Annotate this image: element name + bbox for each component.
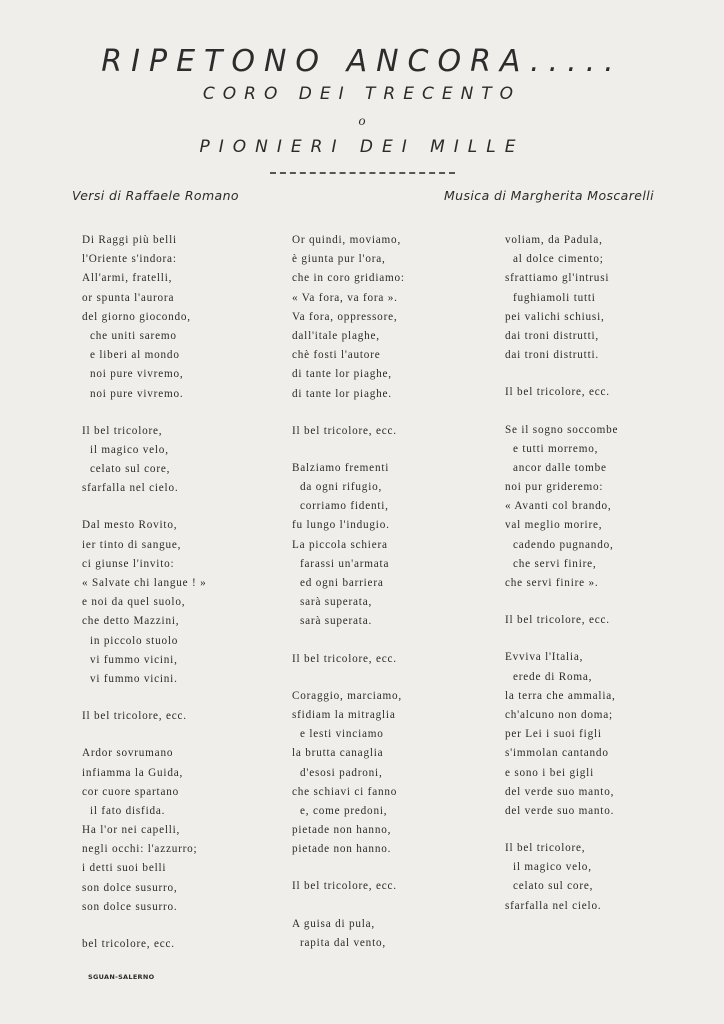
verse-line: farassi un'armata [300,557,390,570]
verse-line: rapita dal vento, [300,936,386,949]
verse-line: Il bel tricolore, [82,424,163,437]
stanza [505,611,618,630]
stanza [292,650,405,669]
printer-mark: SGUAN-SALERNO [88,973,155,981]
verse-line: « Va fora, va fora ». [292,291,398,304]
verse-line: ier tinto di sangue, [82,538,182,551]
verse-line: vi fummo vicini, [90,653,178,666]
verse-line: è giunta pur l'ora, [292,253,386,266]
verse-line: e tutti morremo, [513,442,599,455]
verse-line: dai troni distrutti. [505,349,599,362]
verse-line: per Lei i suoi figli [505,728,602,741]
stanza [82,935,207,954]
verse-line: son dolce susurro. [82,900,178,913]
verse-line: sarà superata. [300,615,373,628]
verse-line: La piccola schiera [292,538,388,551]
verse-line: celato sul core, [90,463,171,476]
verse-line: l'Oriente s'indora: [82,253,177,266]
verse-line: e noi da quel suolo, [82,596,186,609]
title-conjunction: o [358,114,366,129]
verse-line: Ha l'or nei capelli, [82,824,181,837]
verse-line: che in coro gridiamo: [292,272,405,285]
stanza [82,744,207,917]
verse-line: dai troni distrutti, [505,329,599,342]
verse-line: Il bel tricolore, ecc. [82,710,187,723]
verse-line: A guisa di pula, [292,917,376,930]
stanza [82,422,207,499]
verse-line: e, come predoni, [300,804,388,817]
stanza [292,231,405,404]
stanza [505,421,618,594]
verse-line: in piccolo stuolo [90,634,179,647]
verse-line: sarà superata, [300,596,373,609]
verse-line: bel tricolore, ecc. [82,938,175,950]
stanza [292,422,405,441]
verse-line: ch'alcuno non doma; [505,708,613,721]
verse-line: Il bel tricolore, [505,842,586,855]
verse-line: Ardor sovrumano [82,747,174,760]
verse-line: Il bel tricolore, ecc. [292,652,397,665]
verse-line: infiamma la Guida, [82,766,184,779]
verse-line: vi fummo vicini. [90,672,178,685]
verse-line: Se il sogno soccombe [505,423,619,436]
verse-line: che uniti saremo [90,329,177,342]
music-credit: Musica di Margherita Moscarelli [444,188,654,203]
verse-line: noi pure vivremo. [90,387,184,400]
verse-line: Va fora, oppressore, [292,310,398,323]
poem-column-3 [505,231,618,934]
verse-line: del giorno giocondo, [82,310,191,323]
verse-line: dall'itale plaghe, [292,329,380,342]
verse-line: pietade non hanno, [292,824,392,837]
stanza [292,459,405,632]
verse-line: Or quindi, moviamo, [292,234,402,246]
verse-line: che schiavi ci fanno [292,785,398,798]
verse-line: al dolce cimento; [513,253,604,266]
lyrics-credit: Versi di Raffaele Romano [72,188,239,203]
verse-line: Il bel tricolore, ecc. [505,614,610,627]
verse-line: ed ogni barriera [300,577,384,589]
poem-column-2 [292,231,405,971]
verse-line: che servi finire, [513,557,597,570]
verse-line: cor cuore spartano [82,785,180,798]
verse-line: i detti suoi belli [82,862,167,875]
stanza [292,687,405,860]
verse-line: « Salvate chi langue ! » [82,577,207,589]
page-subtitle-alternate: PIONIERI DEI MILLE [199,137,525,157]
verse-line: Il bel tricolore, ecc. [292,880,397,893]
verse-line: sfarfalla nel cielo. [505,899,602,912]
verse-line: noi pure vivremo, [90,368,184,381]
verse-line: Di Raggi più belli [82,234,177,246]
verse-line: fughiamoli tutti [513,291,596,304]
verse-line: di tante lor piaghe, [292,368,392,381]
verse-line: cadendo pugnando, [513,538,614,551]
verse-line: Evviva l'Italia, [505,651,584,664]
verse-line: All'armi, fratelli, [82,272,173,285]
poem-column-1 [82,231,207,972]
verse-line: negli occhi: l'azzurro; [82,843,198,856]
verse-line: ci giunse l'invito: [82,557,175,570]
stanza [292,877,405,896]
verse-line: il magico velo, [90,443,169,456]
verse-line: del verde suo manto, [505,785,615,798]
verse-line: or spunta l'aurora [82,291,175,304]
verse-line: fu lungo l'indugio. [292,519,390,532]
verse-line: Il bel tricolore, ecc. [292,424,397,437]
verse-line: Dal mesto Rovito, [82,519,178,532]
verse-line: il magico velo, [513,861,592,874]
verse-line: e sono i bei gigli [505,766,594,779]
stanza [505,839,618,916]
verse-line: voliam, da Padula, [505,234,603,246]
verse-line: sfrattiamo gl'intrusi [505,272,610,285]
verse-line: noi pur grideremo: [505,481,604,494]
stanza [292,915,405,953]
verse-line: celato sul core, [513,880,594,893]
verse-line: « Avanti col brando, [505,500,612,513]
title-divider [270,172,455,174]
verse-line: e lesti vinciamo [300,728,384,741]
stanza [505,383,618,402]
verse-line: la terra che ammalia, [505,689,616,702]
verse-line: che servi finire ». [505,577,599,589]
stanza [82,516,207,689]
verse-line: che detto Mazzini, [82,615,180,628]
verse-line: val meglio morire, [505,519,603,532]
stanza [505,648,618,821]
verse-line: di tante lor piaghe. [292,387,392,400]
verse-line: Il bel tricolore, ecc. [505,386,610,399]
stanza [82,231,207,404]
verse-line: Balziamo frementi [292,461,390,474]
verse-line: da ogni rifugio, [300,481,383,494]
verse-line: e liberi al mondo [90,349,180,362]
stanza [82,707,207,726]
verse-line: chè fosti l'autore [292,349,381,362]
verse-line: pei valichi schiusi, [505,310,605,323]
verse-line: s'immolan cantando [505,747,609,760]
verse-line: il fato disfida. [90,804,166,817]
verse-line: del verde suo manto. [505,804,615,817]
verse-line: Coraggio, marciamo, [292,689,402,702]
verse-line: d'esosi padroni, [300,766,383,779]
verse-line: pietade non hanno. [292,843,392,856]
verse-line: ancor dalle tombe [513,461,607,474]
page-subtitle: CORO DEI TRECENTO [202,84,522,104]
verse-line: corriamo fidenti, [300,500,389,513]
verse-line: sfidiam la mitraglia [292,708,396,721]
verse-line: sfarfalla nel cielo. [82,482,179,495]
verse-line: son dolce susurro, [82,881,178,894]
verse-line: la brutta canaglia [292,747,384,760]
page-title: RIPETONO ANCORA..... [101,44,623,79]
verse-line: erede di Roma, [513,670,593,683]
stanza [505,231,618,365]
